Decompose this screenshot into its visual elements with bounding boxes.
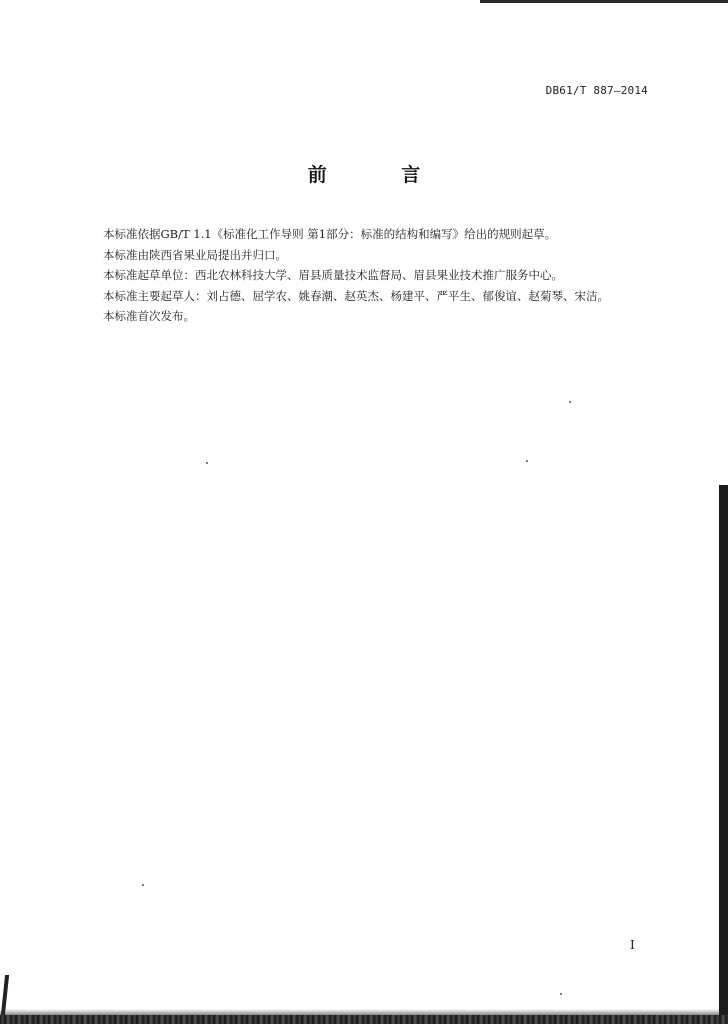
scan-edge-shadow	[719, 485, 728, 1015]
foreword-paragraph: 本标准起草单位：西北农林科技大学、眉县质量技术监督局、眉县果业技术推广服务中心。	[103, 268, 563, 282]
scan-speck	[560, 993, 562, 995]
foreword-body	[103, 224, 663, 327]
foreword-paragraph: 本标准由陕西省果业局提出并归口。	[103, 247, 287, 262]
top-scan-rule	[480, 0, 728, 3]
scan-speck	[526, 460, 528, 462]
foreword-paragraph: 本标准主要起草人：刘占德、屈学农、姚春潮、赵英杰、杨建平、严平生、郁俊谊、赵菊琴、宋洁。	[103, 288, 609, 303]
scan-speck	[142, 884, 144, 886]
document-code: DB61/T 887—2014	[545, 84, 648, 97]
scan-speck	[206, 462, 208, 464]
scan-bottom-band	[0, 1015, 728, 1024]
foreword-paragraph: 本标准依据GB/T 1.1《标准化工作导则 第1部分：标准的结构和编写》给出的规则起草。	[103, 227, 557, 241]
page-number: I	[630, 938, 635, 952]
scan-speck	[569, 401, 571, 403]
foreword-paragraph: 本标准首次发布。	[103, 309, 195, 323]
page-title: 前 言	[307, 164, 455, 186]
